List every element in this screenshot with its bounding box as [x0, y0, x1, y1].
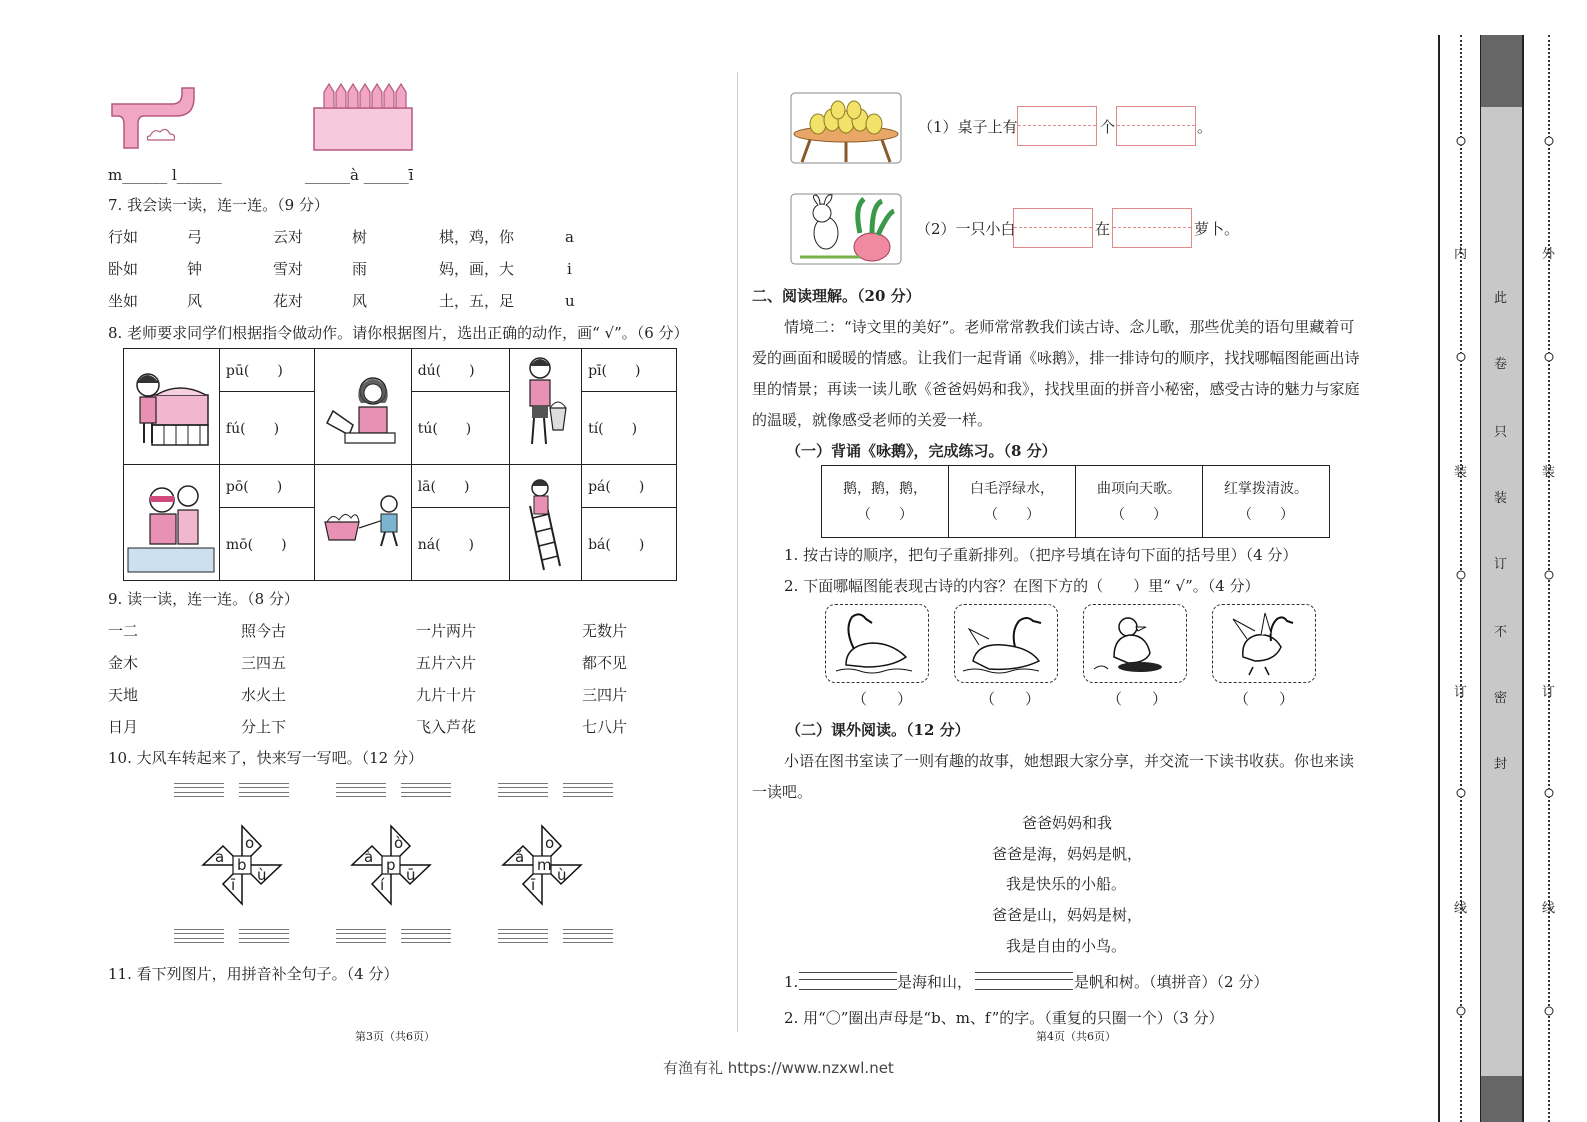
crayon-box-picture: [312, 82, 414, 152]
q6-blank-1[interactable]: m______ l______: [108, 166, 222, 184]
windmill-left: ǎ: [515, 848, 525, 866]
song-title: 爸爸妈妈和我: [1022, 814, 1113, 832]
poem-line: 鹅，鹅，鹅，: [843, 480, 927, 497]
poem-line: 白毛浮绿水，: [970, 480, 1054, 497]
binding-band-char: 不: [1494, 625, 1508, 640]
swan-icon: [826, 605, 928, 682]
q9-word[interactable]: 无数片: [582, 622, 628, 640]
windmill-right: ū: [406, 866, 416, 884]
pinyin-answer-line[interactable]: [799, 972, 897, 990]
q9-word[interactable]: 金木: [108, 654, 139, 672]
q8-option[interactable]: tí( ): [582, 392, 677, 465]
binding-band-char: 密: [1494, 691, 1508, 706]
windmill-center: p: [386, 856, 396, 874]
q11-answer-box[interactable]: [1013, 208, 1093, 248]
intro-line: 的温暖，就像感受老师的关爱一样。: [752, 411, 993, 429]
rabbit-pulling-radish-picture: [790, 193, 902, 265]
q8-option[interactable]: pī( ): [582, 349, 677, 392]
binding-outer-char: 线: [1542, 901, 1556, 916]
q11-item-2-pre: （2）一只小白: [916, 220, 1016, 238]
q9-word[interactable]: 七八片: [582, 718, 628, 736]
q7-word[interactable]: 云对: [273, 228, 304, 246]
song-line: 我是自由的小鸟。: [1006, 937, 1127, 955]
q7-word[interactable]: 土，五，足: [439, 292, 515, 310]
road-picture: [110, 86, 200, 150]
q11-answer-box[interactable]: [1112, 208, 1192, 248]
q8-option[interactable]: tú( ): [411, 392, 509, 465]
page-divider: [737, 72, 738, 1032]
writing-line[interactable]: [336, 929, 386, 943]
q9-word[interactable]: 天地: [108, 686, 139, 704]
windmill: [348, 822, 434, 908]
windmill-bottom: ī: [231, 876, 236, 894]
standing-goose-icon: [1213, 605, 1315, 682]
blindfold-picture-cell: [124, 465, 220, 581]
bed-picture-cell: [124, 349, 220, 465]
intro-line: 爱的画面和暖暖的情感。让我们一起背诵《咏鹅》，排一排诗句的顺序，找找哪幅图能画出诗: [752, 349, 1360, 367]
part-2-q1-text-b: 是帆和树。（填拼音）（2 分）: [1074, 973, 1269, 991]
binding-strip: [1438, 35, 1587, 1122]
q8-option[interactable]: pō( ): [219, 465, 314, 508]
windmill-bottom: í: [380, 876, 385, 894]
duck-icon: [1084, 605, 1186, 682]
q8-option[interactable]: pū( ): [219, 349, 314, 392]
q8-option[interactable]: pá( ): [582, 465, 677, 508]
q9-word[interactable]: 五片六片: [416, 654, 477, 672]
q7-word[interactable]: 弓: [187, 228, 203, 246]
part-2-q1-number: 1.: [784, 973, 799, 991]
writing-line[interactable]: [174, 783, 224, 797]
binding-inner-char: 装: [1454, 465, 1468, 480]
q9-word[interactable]: 一片两片: [416, 622, 477, 640]
q7-word[interactable]: a: [565, 228, 574, 246]
q11-item-2-post: 萝卜。: [1194, 220, 1240, 238]
song-line: 我是快乐的小船。: [1006, 875, 1127, 893]
q11-answer-box[interactable]: [1017, 106, 1097, 146]
watermark: 有渔有礼 https://www.nzxwl.net: [663, 1059, 894, 1077]
boy-carrying-bucket-picture: [510, 350, 580, 460]
poem-order-blank[interactable]: （ ）: [984, 506, 1040, 523]
q8-option[interactable]: mō( ): [219, 508, 314, 581]
q7-word[interactable]: u: [565, 292, 575, 310]
swan-answer-blank[interactable]: （ ）: [1234, 690, 1295, 708]
windmill-top: o: [545, 834, 555, 852]
swan-choice-2[interactable]: [954, 604, 1058, 683]
intro-line: 里的情景；再读一读儿歌《爸爸妈妈和我》，找找里面的拼音小秘密，感受古诗的魅力与家庭: [752, 380, 1360, 398]
writing-line[interactable]: [336, 783, 386, 797]
writing-line[interactable]: [401, 783, 451, 797]
windmill-top: o: [245, 834, 255, 852]
q7-word[interactable]: 风: [352, 292, 368, 310]
q9-word[interactable]: 三四片: [582, 686, 628, 704]
q11-item-1-post: 。: [1197, 118, 1213, 136]
q11-answer-box[interactable]: [1116, 106, 1196, 146]
windmill: [199, 822, 285, 908]
q11-title: 11. 看下列图片，用拼音补全句子。（4 分）: [108, 965, 399, 983]
boy-climbing-ladder-picture: [510, 466, 580, 576]
poem-line: 红掌拨清波。: [1224, 480, 1308, 497]
windmill-center: m: [537, 856, 552, 874]
q8-option[interactable]: bá( ): [582, 508, 677, 581]
poem-cell: [822, 466, 949, 538]
q7-word[interactable]: 妈，画，大: [439, 260, 515, 278]
windmill-left: a: [215, 848, 225, 866]
q7-word[interactable]: i: [567, 260, 572, 278]
swan-answer-blank[interactable]: （ ）: [852, 690, 913, 708]
q10-title: 10. 大风车转起来了，快来写一写吧。（12 分）: [108, 749, 423, 767]
swan-choice-3[interactable]: [1083, 604, 1187, 683]
swan-choice-4[interactable]: [1212, 604, 1316, 683]
page-footer-right: 第4页（共6页）: [1036, 1030, 1116, 1043]
part-1-title: （一）背诵《咏鹅》，完成练习。（8 分）: [786, 442, 1057, 460]
part-1-q1: 1. 按古诗的顺序，把句子重新排列。（把序号填在诗句下面的括号里）（4 分）: [784, 546, 1298, 564]
windmill-left: à: [364, 848, 374, 866]
boy-pulling-basket-picture: [315, 466, 409, 576]
q11-item-1-mid: 个: [1100, 118, 1116, 136]
q8-option[interactable]: fú( ): [219, 392, 314, 465]
pull-picture-cell: [314, 465, 411, 581]
q7-word[interactable]: 坐如: [108, 292, 139, 310]
binding-outer-char: 外: [1542, 247, 1556, 262]
swan-answer-blank[interactable]: （ ）: [1107, 690, 1168, 708]
binding-band-char: 此: [1494, 291, 1508, 306]
writing-line[interactable]: [401, 929, 451, 943]
q7-word[interactable]: 棋，鸡，你: [439, 228, 515, 246]
q8-option[interactable]: ná( ): [411, 508, 509, 581]
song-line: 爸爸是海，妈妈是帆，: [992, 845, 1143, 863]
pinyin-answer-line[interactable]: [975, 972, 1073, 990]
part-2-q1-text-a: 是海和山，: [897, 973, 973, 991]
part-2-title: （二）课外阅读。（12 分）: [786, 721, 970, 739]
q7-word[interactable]: 风: [187, 292, 203, 310]
windmill-center: b: [237, 856, 247, 874]
windmill-top: ò: [394, 834, 404, 852]
q9-word[interactable]: 照今古: [241, 622, 287, 640]
q9-word[interactable]: 飞入芦花: [416, 718, 477, 736]
poem-line: 曲项向天歌。: [1097, 480, 1181, 497]
q9-word[interactable]: 日月: [108, 718, 139, 736]
girls-blindfold-picture: [124, 466, 217, 576]
poem-cell: [1203, 466, 1330, 538]
girl-making-bed-picture: [124, 355, 217, 455]
q7-title: 7. 我会读一读，连一连。（9 分）: [108, 196, 329, 214]
windmill-right: ù: [557, 866, 567, 884]
q9-title: 9. 读一读，连一连。（8 分）: [108, 590, 299, 608]
swan-choice-1[interactable]: [825, 604, 929, 683]
part-2-intro: 一读吧。: [752, 783, 813, 801]
poem-table: [821, 465, 1330, 538]
binding-band-char: 封: [1494, 757, 1508, 772]
q9-word[interactable]: 三四五: [241, 654, 287, 672]
binding-band-char: 订: [1494, 557, 1508, 572]
part-2-q2: 2. 用“〇”圈出声母是“b、m、f”的字。（重复的只圈一个）（3 分）: [784, 1009, 1224, 1027]
q7-word[interactable]: 卧如: [108, 260, 139, 278]
q6-blank-2[interactable]: ______à ______ī: [305, 166, 414, 184]
pears-on-table-picture: [790, 92, 902, 164]
q9-word[interactable]: 九片十片: [416, 686, 477, 704]
poem-order-blank[interactable]: （ ）: [857, 506, 913, 523]
poem-order-blank[interactable]: （ ）: [1111, 506, 1167, 523]
part-1-q2: 2. 下面哪幅图能表现古诗的内容？在图下方的（ ）里“ √”。（4 分）: [784, 577, 1260, 595]
q7-word[interactable]: 花对: [273, 292, 304, 310]
q9-word[interactable]: 分上下: [241, 718, 287, 736]
writing-line[interactable]: [498, 929, 548, 943]
page-footer-left: 第3页（共6页）: [355, 1030, 435, 1043]
writing-line[interactable]: [174, 929, 224, 943]
read-picture-cell: [314, 349, 411, 465]
binding-band-char: 卷: [1494, 357, 1508, 372]
q8-table: [123, 348, 677, 581]
binding-inner-char: 线: [1454, 901, 1468, 916]
binding-hole-icons: [1438, 35, 1568, 1122]
writing-line[interactable]: [563, 783, 613, 797]
binding-band-char: 只: [1494, 425, 1508, 440]
q9-word[interactable]: 都不见: [582, 654, 628, 672]
intro-line: 情境二：“诗文里的美好”。老师常常教我们读古诗、念儿歌，那些优美的语句里藏着可: [784, 318, 1355, 336]
binding-outer-char: 订: [1542, 685, 1556, 700]
writing-line[interactable]: [239, 929, 289, 943]
q9-word[interactable]: 水火土: [241, 686, 287, 704]
q8-title: 8. 老师要求同学们根据指令做动作。请你根据图片，选出正确的动作，画“ √”。（6 分）: [108, 324, 689, 342]
swan-answer-blank[interactable]: （ ）: [980, 690, 1041, 708]
binding-band-char: 装: [1494, 491, 1508, 506]
poem-cell: [949, 466, 1076, 538]
song-line: 爸爸是山，妈妈是树，: [992, 906, 1143, 924]
q8-option[interactable]: lā( ): [411, 465, 509, 508]
binding-inner-char: 内: [1454, 247, 1468, 262]
q11-item-2-mid: 在: [1095, 220, 1111, 238]
goose-icon: [955, 605, 1057, 682]
q7-word[interactable]: 雨: [352, 260, 368, 278]
q7-word[interactable]: 雪对: [273, 260, 304, 278]
binding-outer-char: 装: [1542, 465, 1556, 480]
writing-line[interactable]: [498, 783, 548, 797]
windmill-right: ù: [257, 866, 267, 884]
q7-word[interactable]: 钟: [187, 260, 203, 278]
q11-item-1-pre: （1）桌子上有: [918, 118, 1018, 136]
windmill-bottom: ī: [531, 876, 536, 894]
binding-inner-char: 订: [1454, 685, 1468, 700]
ladder-picture-cell: [509, 465, 581, 581]
section-2-title: 二、阅读理解。（20 分）: [752, 287, 921, 305]
q7-word[interactable]: 行如: [108, 228, 139, 246]
poem-order-blank[interactable]: （ ）: [1238, 506, 1294, 523]
poem-cell: [1076, 466, 1203, 538]
windmill: [499, 822, 585, 908]
part-2-intro: 小语在图书室读了一则有趣的故事，她想跟大家分享，并交流一下读书收获。你也来读: [784, 752, 1355, 770]
girl-reading-picture: [315, 355, 409, 455]
q7-word[interactable]: 树: [352, 228, 368, 246]
writing-line[interactable]: [563, 929, 613, 943]
writing-line[interactable]: [239, 783, 289, 797]
q8-option[interactable]: dú( ): [411, 349, 509, 392]
bucket-picture-cell: [509, 349, 581, 465]
q9-word[interactable]: 一二: [108, 622, 139, 640]
